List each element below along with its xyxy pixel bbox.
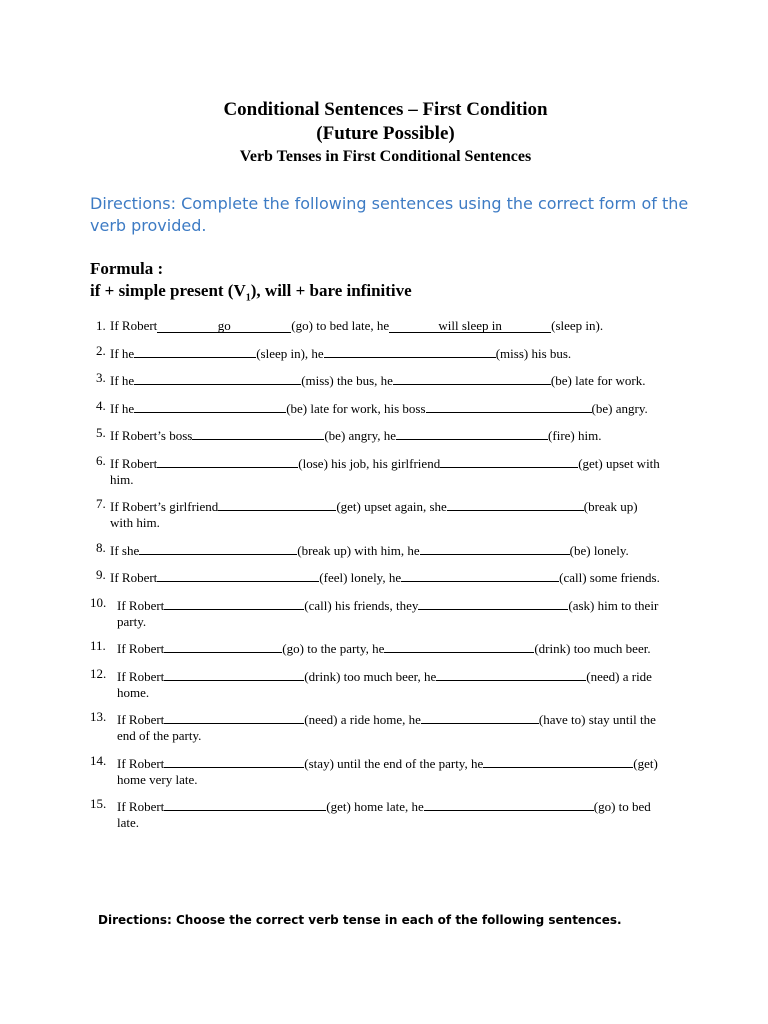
exercise-item: [90, 709, 682, 744]
formula-subscript: 1: [245, 292, 251, 304]
answer-blank[interactable]: [157, 567, 319, 582]
answer-blank[interactable]: [421, 709, 539, 724]
item-text: (break up) with him, he: [297, 542, 420, 558]
item-text: (be) lonely.: [569, 542, 629, 558]
item-text: (go) to the party, he: [282, 641, 385, 656]
item-text: If she: [110, 542, 140, 558]
item-text: (get): [633, 755, 658, 771]
item-number: 11.: [90, 638, 106, 653]
item-continuation: party.: [117, 613, 147, 629]
exercise-item: [90, 666, 682, 701]
exercise-item: [90, 595, 682, 630]
item-number: 8.: [96, 539, 106, 555]
answer-blank[interactable]: [401, 567, 559, 582]
answer-blank[interactable]: [396, 425, 548, 440]
item-number: 4.: [96, 397, 106, 413]
exercise-item: [90, 796, 682, 831]
exercise-item: [90, 343, 682, 362]
page-subtitle: Verb Tenses in First Conditional Sentences: [239, 148, 532, 165]
item-text: (miss) the bus, he: [301, 373, 393, 388]
item-text: (go) to bed late, he: [291, 318, 390, 333]
item-text: (get) upset again, she: [336, 499, 447, 514]
item-text: (lose) his job, his girlfriend: [298, 455, 441, 471]
item-text: If Robert: [117, 597, 165, 613]
title-block: [0, 98, 768, 168]
answer-blank[interactable]: [192, 425, 324, 440]
item-continuation: home very late.: [117, 771, 198, 787]
item-continuation: home.: [117, 684, 150, 700]
item-text: (be) angry, he: [324, 428, 397, 443]
item-text: (be) late for work.: [550, 373, 646, 388]
formula-label: Formula :: [90, 259, 164, 278]
item-continuation: late.: [117, 815, 140, 830]
directions-2-text: Directions: Choose the correct verb tense in each of the following sentences.: [98, 913, 622, 927]
item-text: If Robert’s boss: [110, 428, 193, 443]
exercise-item: [90, 540, 682, 559]
item-text: (sleep in).: [551, 318, 604, 333]
item-text: (call) his friends, they: [304, 597, 419, 613]
answer-blank[interactable]: [134, 343, 256, 358]
item-text: (call) some friends.: [559, 570, 660, 585]
item-number: 6.: [96, 452, 106, 468]
item-text: If Robert: [110, 570, 158, 585]
item-continuation: end of the party.: [117, 728, 202, 743]
answer-blank[interactable]: [139, 540, 297, 555]
item-continuation: with him.: [110, 515, 160, 530]
item-number: 13.: [90, 709, 107, 724]
answer-blank[interactable]: [164, 709, 304, 724]
answer-text: will sleep in: [438, 318, 502, 333]
exercise-item: [90, 567, 682, 586]
item-continuation: him.: [110, 471, 134, 487]
answer-blank[interactable]: [483, 753, 633, 768]
item-text: (miss) his bus.: [495, 345, 572, 361]
item-number: 3.: [96, 370, 106, 385]
item-text: If Robert: [110, 318, 158, 333]
exercise-item: [90, 496, 682, 531]
answer-blank[interactable]: [420, 540, 570, 555]
item-text: (need) a ride: [586, 668, 652, 684]
exercise-item: [90, 398, 682, 417]
item-number: 5.: [96, 425, 106, 440]
answer-blank[interactable]: [418, 595, 568, 610]
item-text: (ask) him to their: [568, 597, 659, 613]
item-text: If Robert: [117, 641, 165, 656]
page-title: Conditional Sentences – First Condition: [223, 99, 548, 120]
item-text: (have to) stay until the: [538, 712, 656, 727]
formula-block: [90, 258, 412, 309]
answer-blank[interactable]: [164, 638, 282, 653]
item-text: (drink) too much beer, he: [304, 668, 437, 684]
answer-blank[interactable]: [134, 370, 301, 385]
page-title-line2: (Future Possible): [316, 123, 455, 144]
item-number: 2.: [96, 342, 106, 358]
directions-text: Directions: Complete the following sentences using the correct form of the verb provided.: [90, 194, 689, 235]
exercise-list: [90, 318, 682, 840]
item-text: If Robert: [117, 668, 165, 684]
answer-blank[interactable]: [440, 453, 578, 468]
item-text: (need) a ride home, he: [304, 712, 421, 727]
exercise-item: [90, 318, 682, 334]
exercise-item: [90, 638, 682, 657]
formula-text-b: ), will + bare infinitive: [250, 281, 412, 300]
answer-blank[interactable]: [393, 370, 551, 385]
item-text: (sleep in), he: [256, 345, 324, 361]
answer-blank[interactable]: [447, 496, 584, 511]
exercise-item: [90, 453, 682, 488]
item-number: 10.: [90, 594, 107, 610]
answer-blank[interactable]: [324, 343, 496, 358]
formula-text-a: if + simple present (V: [90, 281, 246, 300]
item-number: 1.: [96, 318, 106, 333]
item-text: If Robert’s girlfriend: [110, 499, 219, 514]
answer-blank[interactable]: [164, 595, 304, 610]
item-text: (fire) him.: [548, 428, 602, 443]
item-text: (be) late for work, his boss: [286, 400, 426, 416]
item-text: If Robert: [117, 712, 165, 727]
item-number: 7.: [96, 496, 106, 511]
item-text: If Robert: [110, 455, 158, 471]
item-text: (stay) until the end of the party, he: [304, 755, 484, 771]
answer-blank[interactable]: [218, 496, 336, 511]
item-text: If he: [110, 345, 135, 361]
item-text: (get) upset with: [578, 455, 660, 471]
answer-blank[interactable]: [157, 318, 291, 333]
exercise-item: [90, 425, 682, 444]
item-text: (go) to bed: [593, 799, 651, 814]
item-text: (get) home late, he: [326, 799, 424, 814]
exercise-item: [90, 753, 682, 788]
item-text: (drink) too much beer.: [534, 641, 651, 656]
answer-blank[interactable]: [384, 638, 534, 653]
answer-text: go: [217, 318, 231, 333]
item-text: (be) angry.: [591, 400, 648, 416]
formula-text: [90, 280, 412, 309]
item-number: 9.: [96, 567, 106, 582]
answer-blank[interactable]: [164, 753, 304, 768]
answer-blank[interactable]: [134, 398, 286, 413]
item-text: If he: [110, 373, 135, 388]
answer-blank[interactable]: [424, 796, 594, 811]
item-text: If Robert: [117, 755, 165, 771]
item-text: (feel) lonely, he: [319, 570, 402, 585]
item-number: 15.: [90, 796, 107, 811]
answer-blank[interactable]: [164, 796, 326, 811]
answer-blank[interactable]: [436, 666, 586, 681]
item-number: 12.: [90, 665, 107, 681]
answer-blank[interactable]: [164, 666, 304, 681]
item-text: If he: [110, 400, 135, 416]
exercise-item: [90, 370, 682, 389]
item-text: (break up): [583, 499, 638, 514]
answer-blank[interactable]: [157, 453, 298, 468]
answer-blank[interactable]: [389, 318, 551, 333]
item-text: If Robert: [117, 799, 165, 814]
answer-blank[interactable]: [426, 398, 592, 413]
item-number: 14.: [90, 752, 107, 768]
